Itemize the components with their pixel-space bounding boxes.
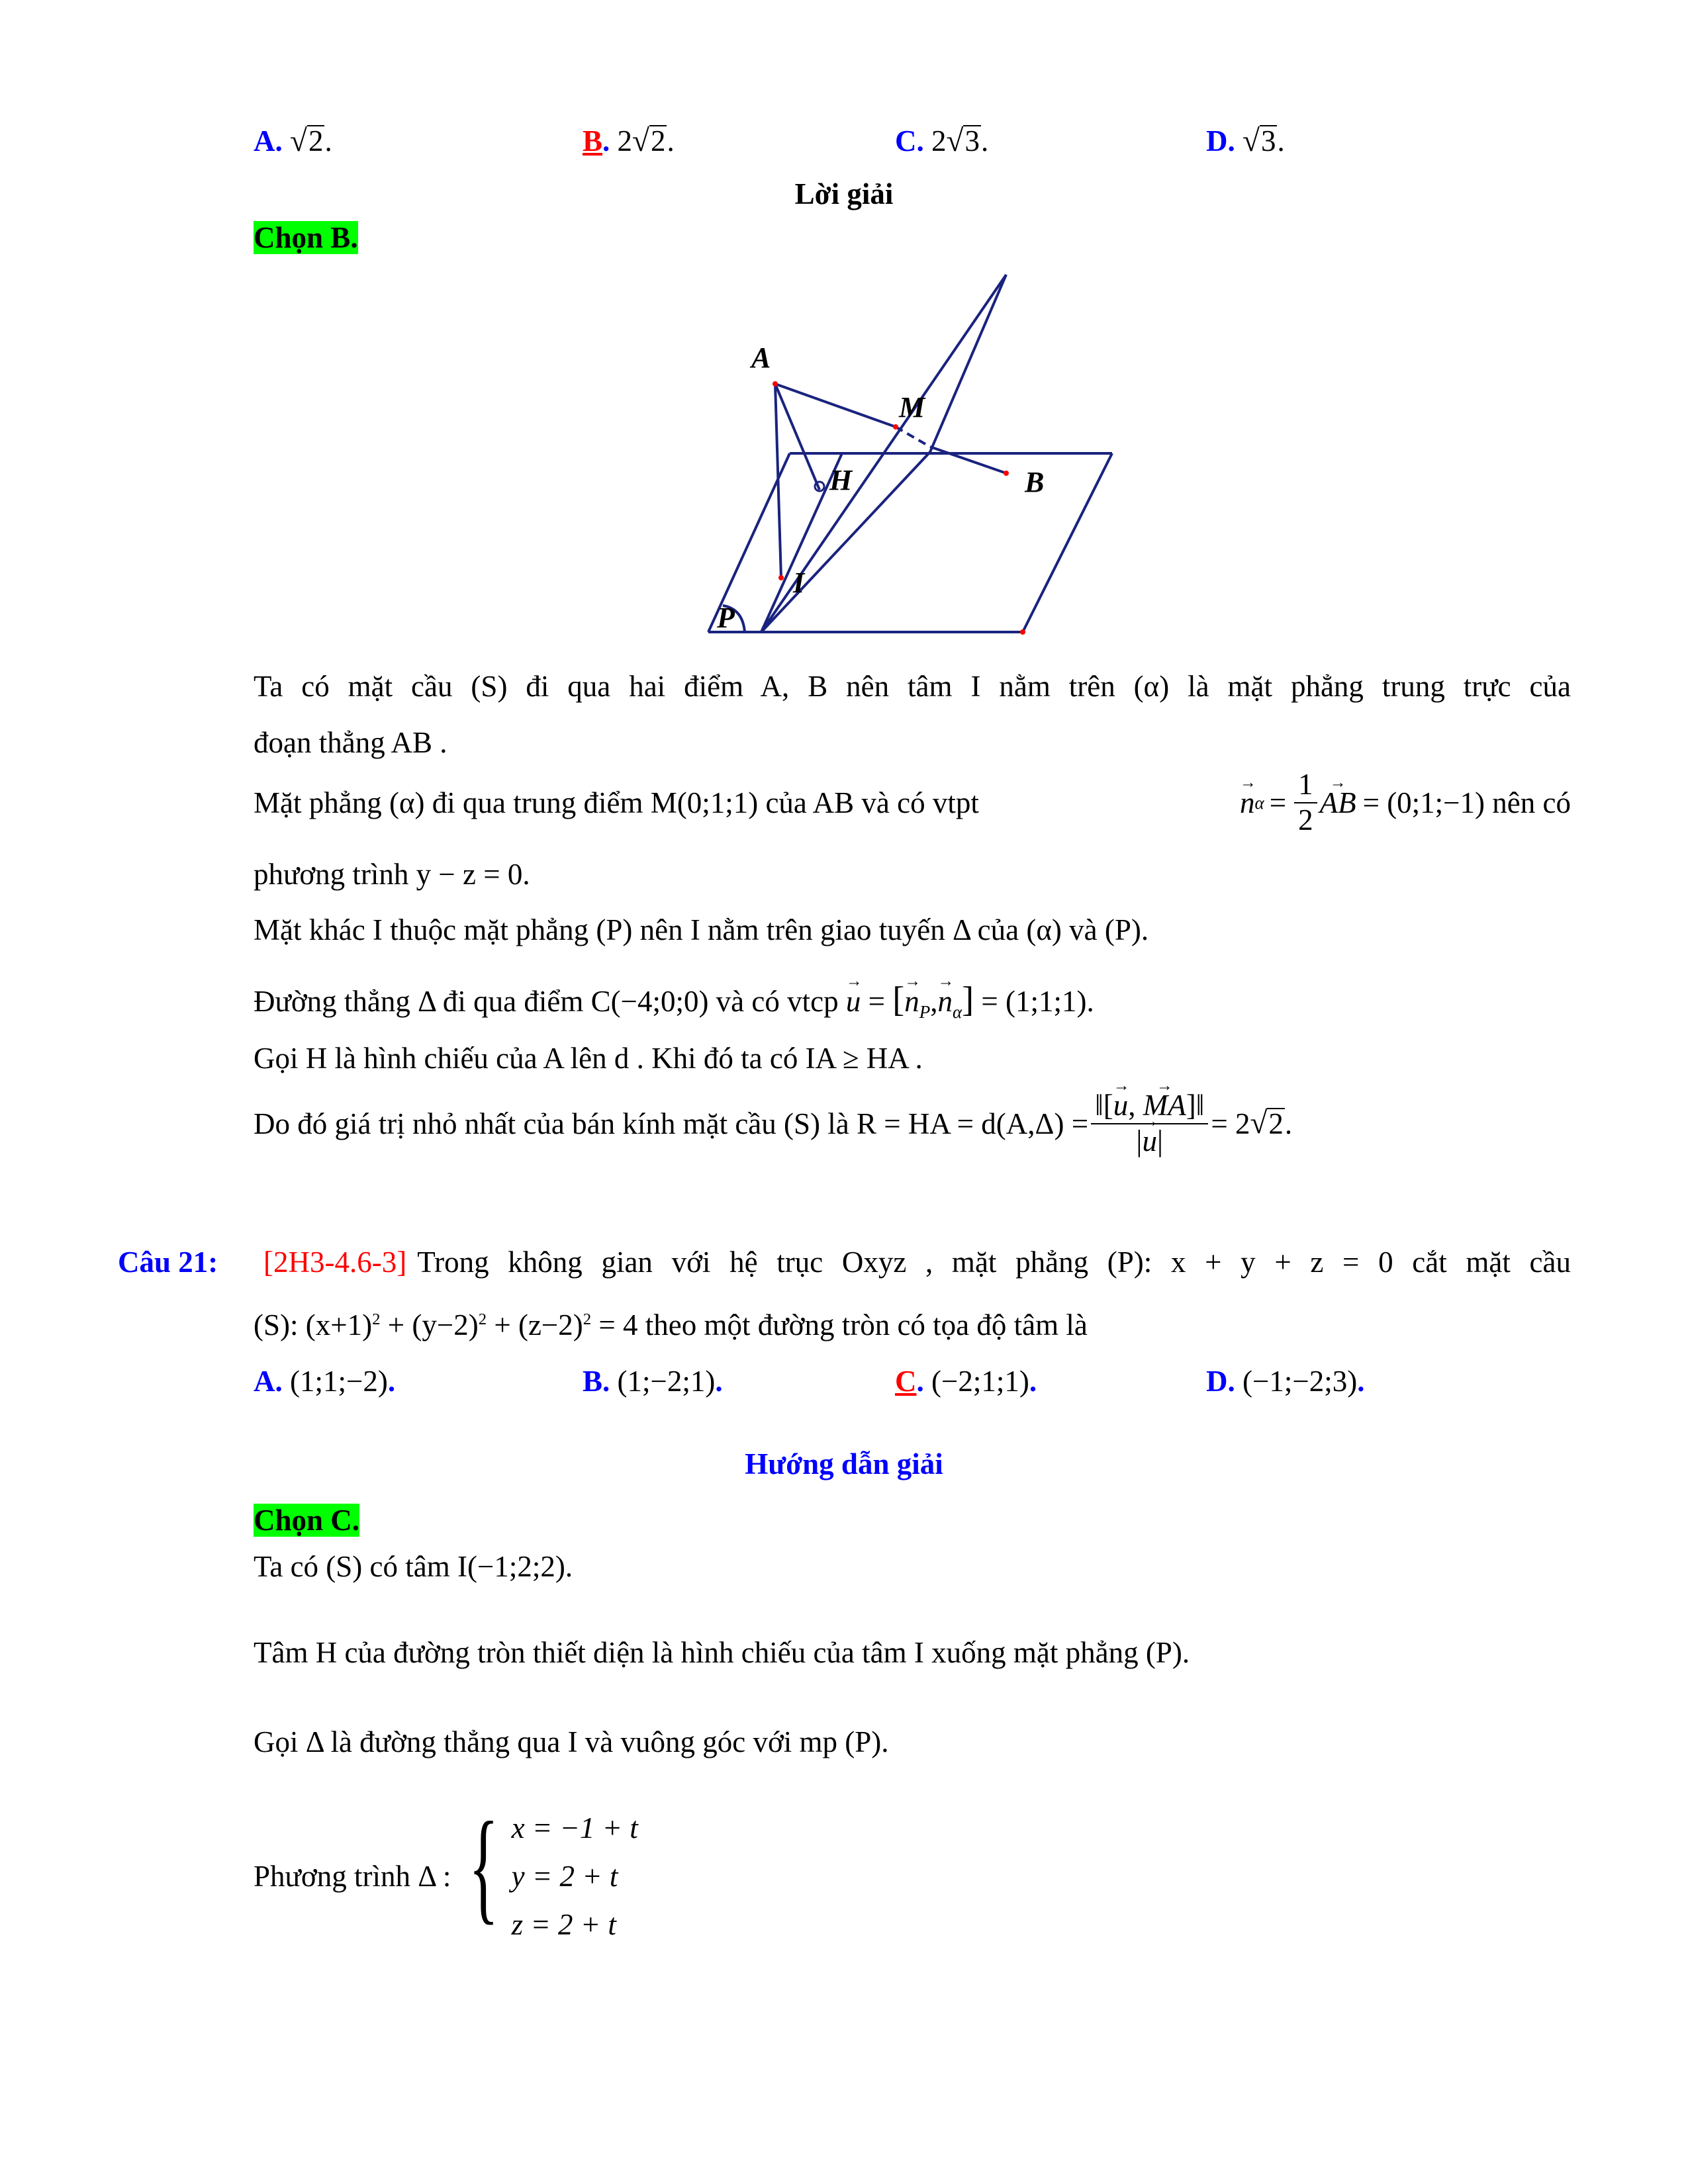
- segment-am: [775, 384, 896, 427]
- option-a: A. √2.: [254, 124, 332, 158]
- solution-heading: Lời giải: [794, 177, 894, 210]
- question-21-stem-line1: [2H3-4.6-3] Trong không gian với hệ trục Oxyz , mặt phẳng (P): x + y + z = 0 cắt mặt cầu: [263, 1246, 1571, 1279]
- solution-p2-line2: phương trình y − z = 0.: [254, 858, 530, 891]
- q21-option-c: C. (−2;1;1).: [895, 1365, 1037, 1398]
- solution-p5: Gọi H là hình chiếu của A lên d . Khi đó ta có IA ≥ HA .: [254, 1042, 923, 1075]
- point-i: [778, 575, 784, 580]
- q21-solution-s4: Phương trình Δ : { x = −1 + t y = 2 + t z = 2 + t: [254, 1797, 638, 1941]
- solution-p1-line1: Ta có mặt cầu (S) đi qua hai điểm A, B nên tâm I nằm trên (α) là mặt phẳng trung trực của: [254, 670, 1571, 703]
- solution-p2-line1: Mặt phẳng (α) đi qua trung điểm M(0;1;1) của AB và có vtpt → n α = $\frac{1}{2}$ → AB = (0;1;−1) nên có: [254, 768, 1571, 838]
- q21-solution-heading: Hướng dẫn giải: [745, 1447, 943, 1480]
- label-p: P: [717, 602, 735, 634]
- point-b: [1004, 471, 1009, 476]
- solution-p3: Mặt khác I thuộc mặt phẳng (P) nên I nằm trên giao tuyến Δ của (α) và (P).: [254, 913, 1149, 946]
- segment-hidden: [896, 427, 930, 447]
- q21-solution-s2: Tâm H của đường tròn thiết diện là hình chiếu của tâm I xuống mặt phẳng (P).: [254, 1636, 1190, 1669]
- label-i: I: [793, 567, 805, 599]
- geometry-figure: [688, 261, 1139, 645]
- label-b: B: [1025, 466, 1045, 498]
- system-brace: {: [469, 1797, 499, 1936]
- label-a: A: [751, 341, 771, 374]
- point-plane-corner: [1020, 629, 1025, 635]
- q21-option-d: D. (−1;−2;3).: [1206, 1365, 1365, 1398]
- q21-option-a: A. (1;1;−2).: [254, 1365, 396, 1398]
- q21-solution-s3: Gọi Δ là đường thẳng qua I và vuông góc với mp (P).: [254, 1725, 889, 1758]
- option-c: C. 2√3.: [895, 124, 989, 158]
- label-h: H: [829, 464, 853, 496]
- answer-choice: Chọn B.: [254, 221, 358, 254]
- point-m: [893, 424, 898, 430]
- q21-answer-choice: Chọn C.: [254, 1504, 360, 1537]
- option-b: B. 2√2.: [583, 124, 675, 158]
- option-d: D. √3.: [1206, 124, 1285, 158]
- alpha-edge-right: [930, 275, 1006, 452]
- question-21-stem-line2: (S): $(x+1)^2 + (y-2)^2 + (z-2)^2 = 4$ theo một đường tròn có tọa độ tâm là: [254, 1308, 1088, 1342]
- point-a: [773, 381, 778, 387]
- solution-p4: Đường thẳng Δ đi qua điểm C(−4;0;0) và có vtcp → u = [→ $n_P,\to n_\alpha$] = (1;1;1).: [254, 978, 1571, 1023]
- solution-p6: Do đó giá trị nhỏ nhất của bán kính mặt cầu (S) là R = HA = d(A,Δ) = $\frac{‖[\to u, \to MA]‖}{|\to u|}$ = 2 √ 2 .: [254, 1089, 1571, 1159]
- question-21-label: Câu 21:: [118, 1246, 218, 1279]
- label-m: M: [899, 391, 925, 424]
- q21-option-b: B. (1;−2;1).: [583, 1365, 723, 1398]
- solution-p1-line2: đoạn thẳng AB .: [254, 726, 447, 759]
- q21-solution-s1: Ta có (S) có tâm I(−1;2;2).: [254, 1550, 573, 1583]
- segment-mb: [930, 447, 1006, 473]
